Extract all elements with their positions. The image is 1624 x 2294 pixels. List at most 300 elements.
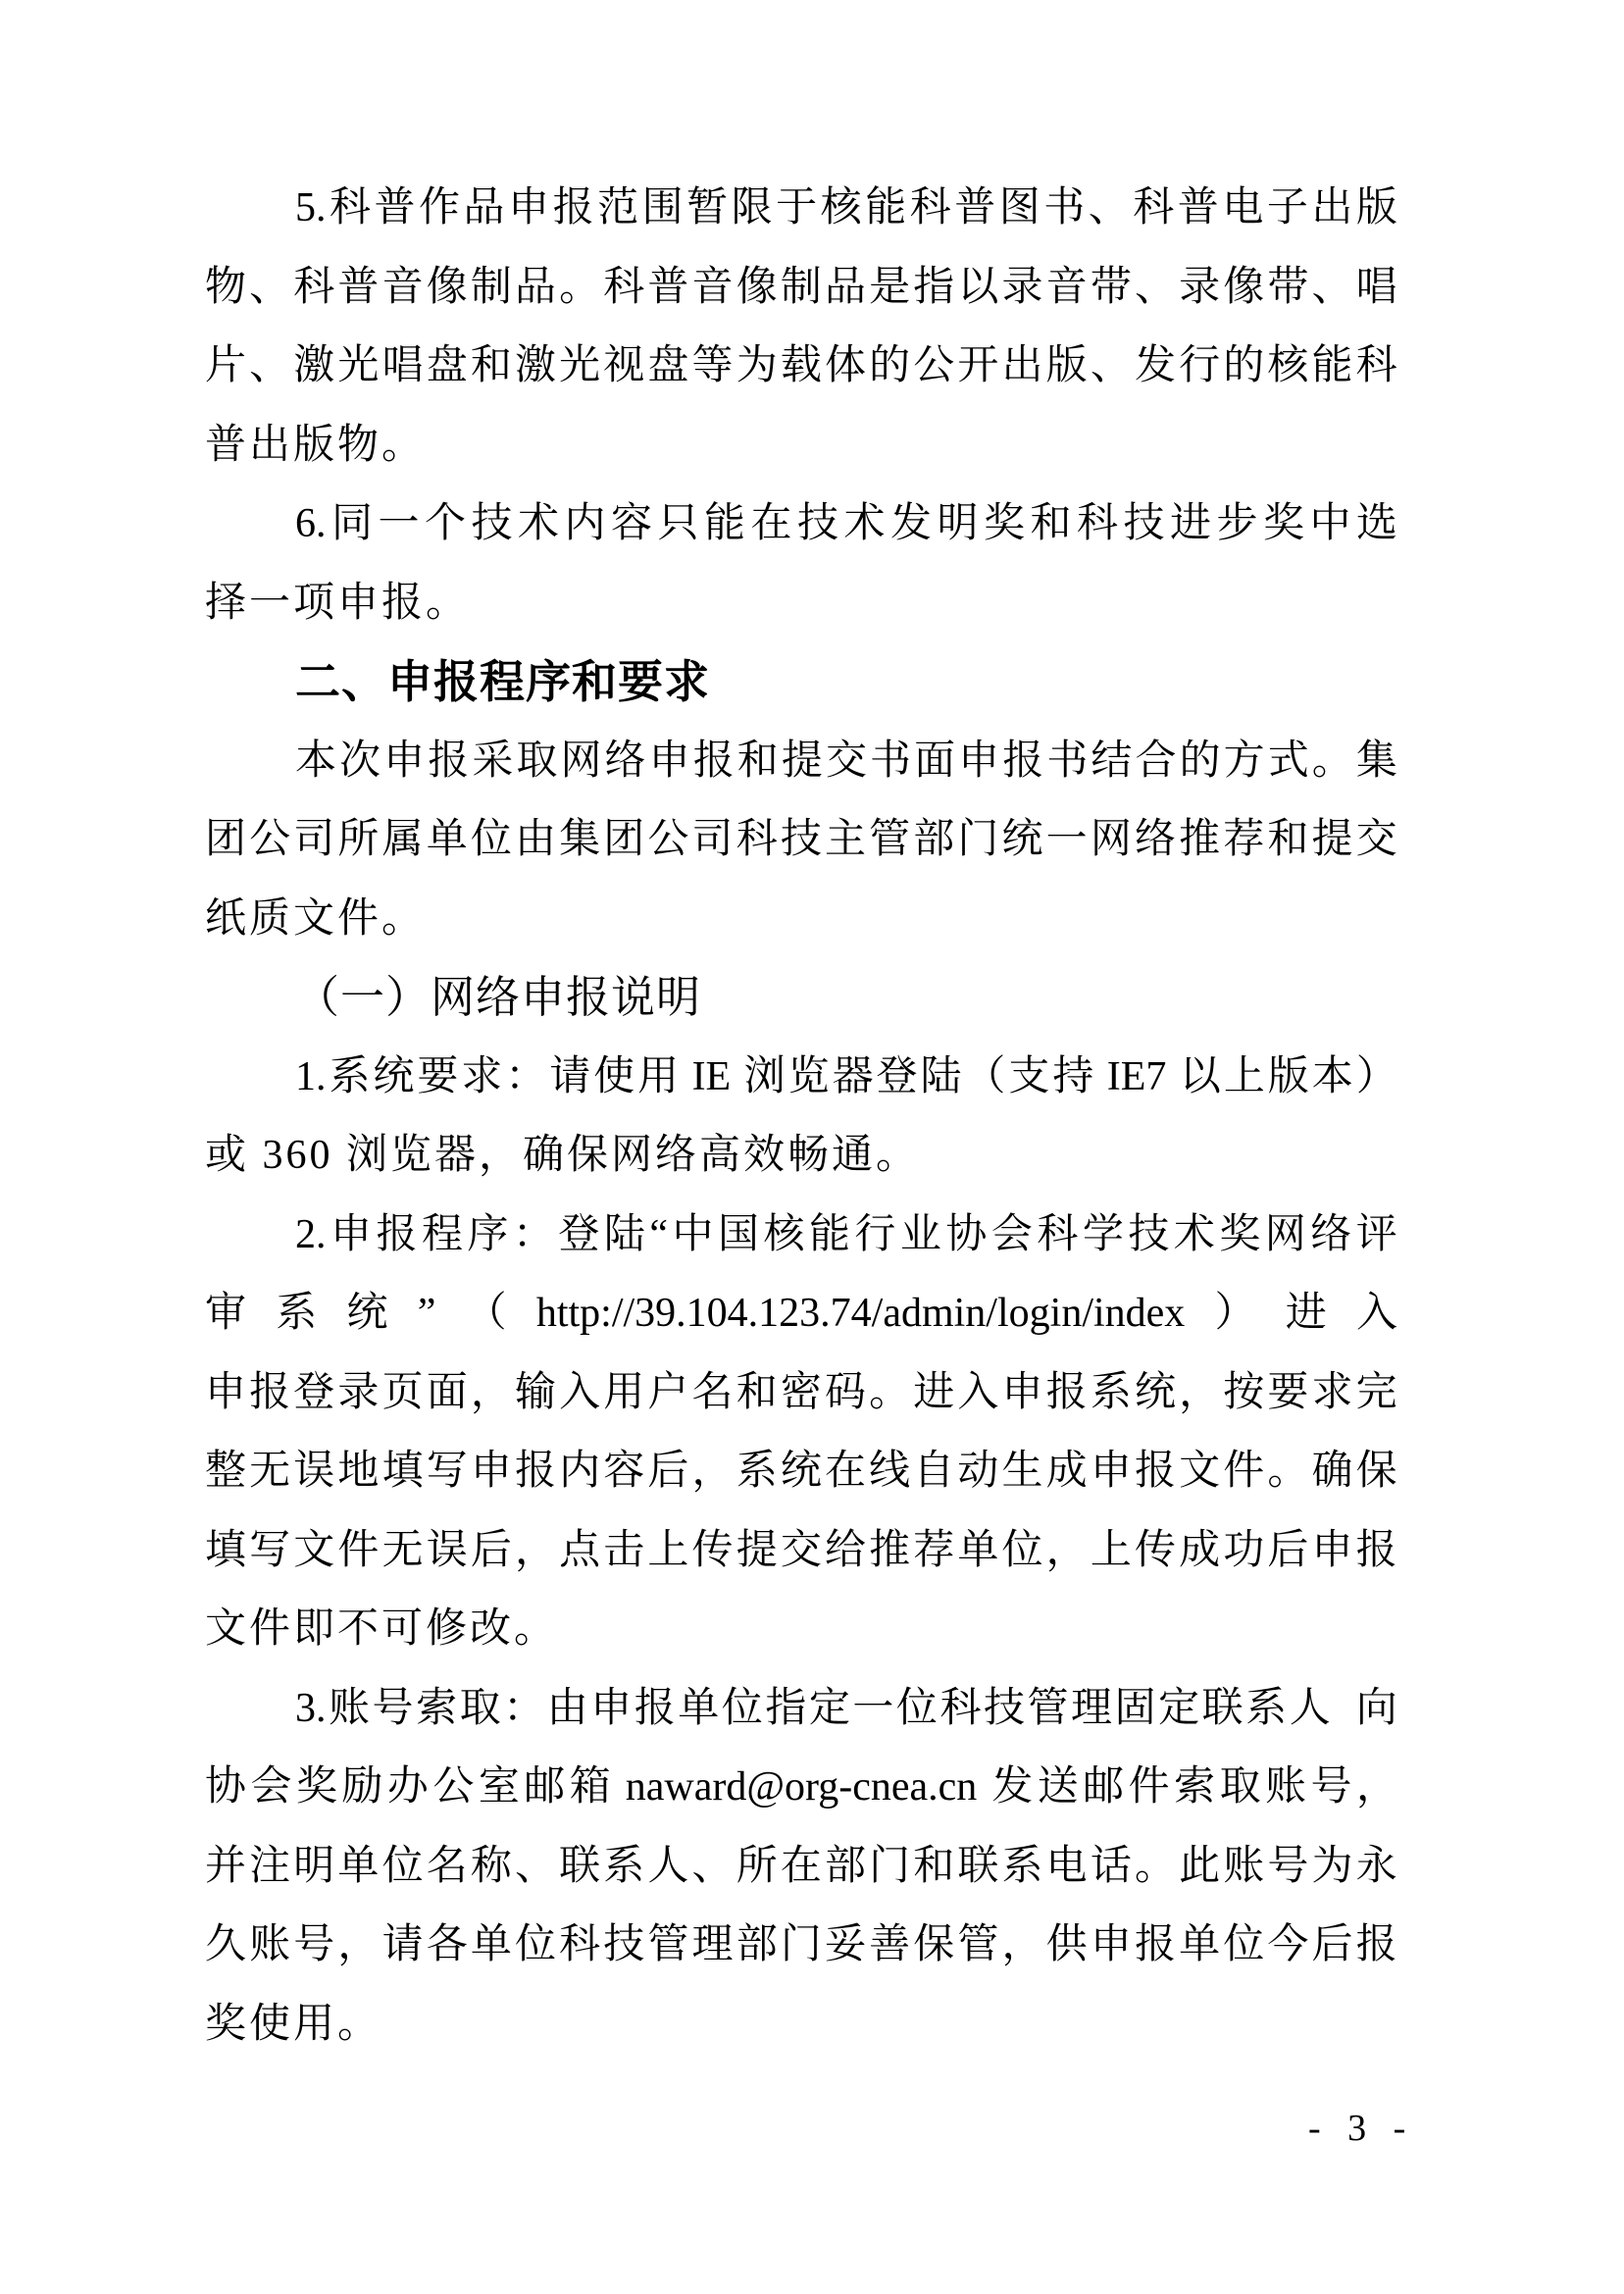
text-token: 发 [991,1764,1034,1810]
document-body [205,169,1397,2064]
text-token: 电 [1045,1843,1088,1889]
text-token: 能 [1311,343,1353,388]
text-token: ： [512,1211,554,1257]
text-line [205,327,1397,406]
text-token: 盘 [647,343,689,388]
text-token: 。 [1267,1449,1309,1494]
text-token: 报 [1045,1369,1088,1415]
text-token: 由 [514,817,556,862]
text-token: “ [649,1211,669,1257]
text-token: 核 [1267,343,1309,388]
text-token: 报 [1002,738,1044,784]
text-token: 协 [945,1211,988,1257]
text-token: 集 [559,817,601,862]
text-token: 件 [1128,1764,1170,1810]
text-token: 1. [295,1053,327,1099]
text-token: 载 [780,343,822,388]
text-token: 像 [736,264,778,310]
text-token: 普 [647,264,689,310]
text-token: 和 [913,1843,955,1889]
text-token: 注 [249,1843,291,1889]
text-token: 申 [590,1685,633,1731]
text-token: 。 [1311,738,1353,784]
text-line [205,1038,1397,1117]
text-token: 科 [909,185,951,230]
text-token: 程 [421,1211,463,1257]
text-token: 在 [780,1843,822,1889]
text-token: 持 [1052,1053,1094,1099]
text-token: 品 [824,264,866,310]
text-token: 录 [1001,264,1043,310]
text-token: 取 [516,738,558,784]
text-token: 申 [1001,1369,1043,1415]
text-token: 位 [1223,1922,1265,1967]
text-token: 报 [249,1369,291,1415]
text-token: ， [1045,1527,1088,1573]
text-token: 传 [691,1527,734,1573]
text-token: 支 [1008,1053,1050,1099]
text-token: 联 [559,1843,601,1889]
text-token: 术 [1173,1211,1215,1257]
text-token: 提 [781,738,823,784]
text-token: 为 [1311,1843,1353,1889]
text-token: 统 [1134,1369,1176,1415]
text-token: 位 [381,1843,424,1889]
page-number: - 3 - [1308,2108,1415,2149]
text-token: 步 [1216,501,1258,546]
text-token: 号 [1267,1843,1309,1889]
text-token: 户 [647,1369,689,1415]
text-token: 、 [249,343,291,388]
text-token: 报 [514,1449,556,1494]
text-token: 科 [603,264,645,310]
text-line [205,1906,1397,1985]
text-token: 部 [824,1843,866,1889]
text-token: 陆 [920,1053,962,1099]
text-token: 一 [378,501,420,546]
text-token: 统 [346,1291,388,1336]
text-token: 文 [1179,1449,1221,1494]
text-token: ： [505,1053,547,1099]
text-token: 。 [559,264,601,310]
text-token: 统 [1001,817,1043,862]
text-token: 账 [329,1685,371,1731]
text-token: 账 [1265,1764,1307,1810]
text-token: 行 [1179,343,1221,388]
text-token: 无 [249,1449,291,1494]
text-token: 报 [1355,1922,1397,1967]
text-token: 络 [1310,1211,1352,1257]
text-token: 图 [998,185,1040,230]
text-token: 号 [372,1685,414,1731]
text-line: 文件即不可修改。 [205,1606,559,1652]
text-token: 击 [603,1527,645,1573]
text-line [205,169,1397,248]
text-token: 固 [1114,1685,1156,1731]
text-token: 使 [593,1053,635,1099]
text-token: 选 [1355,501,1397,546]
text-token: 指 [765,1685,807,1731]
text-token: 像 [1223,264,1265,310]
text-token: 核 [763,1211,805,1257]
text-token: http://39.104.123.74/admin/login/index [535,1291,1186,1336]
text-token: 方 [1223,738,1265,784]
text-token: 门 [780,1922,822,1967]
text-token: 后 [1267,1527,1309,1573]
text-token: 密 [780,1369,822,1415]
text-token: ， [337,1922,380,1967]
text-token: 、 [1311,264,1353,310]
text-token: ， [1001,1922,1043,1967]
text-token: 团 [603,817,645,862]
text-token: 核 [820,185,862,230]
text-token: 书 [870,738,912,784]
text-token: 部 [913,817,955,862]
text-token: 科 [330,185,372,230]
text-token: 联 [1201,1685,1243,1731]
text-line: 普出版物。 [205,422,427,468]
text-token: 、 [1090,343,1132,388]
text-token: 申 [1311,1527,1353,1573]
text-token: 永 [1355,1843,1397,1889]
text-token: 请 [549,1053,591,1099]
text-token: 结 [1091,738,1133,784]
text-token: 填 [205,1527,247,1573]
text-token: 给 [824,1527,866,1573]
text-token: 位 [1001,1527,1043,1573]
text-token: 话 [1090,1843,1132,1889]
text-token: 子 [1266,185,1308,230]
text-token: 门 [869,1843,911,1889]
text-token: 用 [637,1053,680,1099]
text-token: 报 [1134,1449,1176,1494]
text-token: 点 [559,1527,601,1573]
text-token: 、 [1134,264,1176,310]
text-token: 交 [825,738,867,784]
text-token: 光 [337,343,380,388]
text-token: 录 [1179,264,1221,310]
text-token: 完 [1355,1369,1397,1415]
text-token: 网 [1090,817,1132,862]
text-token: 并 [205,1843,247,1889]
text-token: 误 [293,1449,335,1494]
text-token: 申 [958,738,1000,784]
text-token: 求 [461,1053,503,1099]
text-token: 成 [1179,1527,1221,1573]
text-token: 激 [293,343,335,388]
text-token: 申 [1090,1449,1132,1494]
text-token: 申 [470,1449,512,1494]
text-token: 报 [1134,1922,1176,1967]
text-token: 本 [1311,1053,1353,1099]
text-token: 位 [514,1922,556,1967]
text-token: naward@org-cnea.cn [615,1764,988,1810]
text-token: 报 [428,738,470,784]
text-line [205,1274,1397,1353]
text-token: 奖 [1262,501,1304,546]
text-token: 科 [939,1685,982,1731]
text-token: 系 [1001,1843,1043,1889]
text-token: 5. [295,185,327,230]
text-token: 开 [957,343,999,388]
text-token: 会 [990,1211,1033,1257]
text-token: 善 [869,1922,911,1967]
text-token: 管 [1027,1685,1069,1731]
text-token: 音 [691,264,734,310]
text-token: 片 [205,343,247,388]
text-token: 团 [205,817,247,862]
text-token: 交 [780,1527,822,1573]
text-token: 推 [869,1527,911,1573]
text-token: 申 [205,1369,247,1415]
text-token: 名 [426,1843,468,1889]
text-token: 写 [426,1449,468,1494]
text-token: 号 [1310,1764,1352,1810]
text-token: 采 [472,738,514,784]
text-token: 定 [808,1685,850,1731]
text-token: 传 [1134,1527,1176,1573]
text-token: 邮 [1083,1764,1125,1810]
text-token: 版 [1045,343,1088,388]
text-token: 技 [1128,1211,1170,1257]
text-token: ， [1179,1369,1221,1415]
text-token: 带 [1267,264,1309,310]
text-token: 唱 [381,343,424,388]
text-token: 发 [1134,343,1176,388]
text-token: 在 [750,501,792,546]
text-token: 无 [381,1527,424,1573]
text-token: 所 [736,1843,778,1889]
text-token: 浏 [743,1053,786,1099]
text-token: 面 [914,738,956,784]
section-heading: 二、申报程序和要求 [295,656,710,707]
text-token: 妥 [824,1922,866,1967]
text-token: 普 [374,185,416,230]
text-token: ： [503,1685,545,1731]
text-token: 奖 [295,1764,337,1810]
text-token: 申 [508,185,550,230]
text-token: 系 [1245,1685,1288,1731]
text-token: 人 [1289,1685,1331,1731]
text-token: 公 [249,817,291,862]
text-token: 取 [459,1685,501,1731]
text-token: 系 [329,1053,371,1099]
text-token: 作 [419,185,461,230]
text-line [205,1748,1397,1827]
text-token: 版 [1355,185,1397,230]
text-token: 司 [293,817,335,862]
text-token: 司 [691,817,734,862]
text-token: 技 [1123,501,1165,546]
text-token: 进 [1285,1291,1327,1336]
text-token: 后 [1311,1922,1353,1967]
text-token: 技 [603,1922,645,1967]
text-token: 唱 [1355,264,1397,310]
text-token: 一 [852,1685,894,1731]
text-token: 个 [424,501,466,546]
text-token: 容 [603,1449,645,1494]
text-token: 单 [957,1527,999,1573]
text-line [205,1196,1397,1275]
text-token: 面 [426,1369,468,1415]
text-token: 统 [373,1053,415,1099]
text-token: 室 [478,1764,520,1810]
text-token: 。 [1134,1843,1176,1889]
text-token: 带 [1090,264,1132,310]
text-token: 地 [337,1449,380,1494]
text-token: 技 [471,501,513,546]
text-token: 进 [1169,501,1211,546]
text-token: 填 [381,1449,424,1494]
text-token: 上 [1090,1527,1132,1573]
text-token: 推 [1179,817,1221,862]
text-token: 物 [205,264,247,310]
text-token: IE7 [1096,1053,1177,1099]
text-token: 请 [381,1922,424,1967]
text-token: 线 [869,1449,911,1494]
text-token: 管 [869,817,911,862]
text-token: 网 [1264,1211,1306,1257]
text-token: 位 [721,1685,763,1731]
text-token: 荐 [913,1527,955,1573]
text-token: ） [1214,1291,1256,1336]
text-token: 中 [1309,501,1351,546]
text-token: 公 [913,343,955,388]
text-token: 输 [514,1369,556,1415]
text-token: 和 [1030,501,1072,546]
text-token: 进 [913,1369,955,1415]
text-token: 系 [276,1291,318,1336]
text-token: 于 [776,185,818,230]
text-token: 评 [1355,1211,1397,1257]
text-token: 普 [337,264,380,310]
text-line: 或 360 浏览器，确保网络高效畅通。 [205,1133,921,1178]
text-token: 荐 [1223,817,1265,862]
text-token: 主 [824,817,866,862]
text-token: 生 [1001,1449,1043,1494]
text-token: 体 [824,343,866,388]
text-token: 登 [876,1053,918,1099]
text-token: 人 [647,1843,689,1889]
text-token: 是 [869,264,911,310]
text-token: 发 [889,501,932,546]
text-token: 电 [1222,185,1264,230]
text-token: ， [514,1527,556,1573]
text-token: 页 [381,1369,424,1415]
text-token: 会 [250,1764,292,1810]
text-token: 自 [913,1449,955,1494]
text-line: 择一项申报。 [205,580,471,626]
text-token: 上 [1223,1053,1265,1099]
text-token: 单 [337,1843,380,1889]
text-token: 明 [293,1843,335,1889]
text-token: 2. [295,1211,327,1257]
text-token: 的 [1223,343,1265,388]
text-token: 以 [957,264,999,310]
text-token: 录 [337,1369,380,1415]
text-token: 后 [647,1449,689,1494]
text-token: 保 [913,1922,955,1967]
text-token: （ [964,1053,1006,1099]
text-token: 系 [736,1449,778,1494]
text-token: 公 [432,1764,475,1810]
text-token: 单 [470,1922,512,1967]
text-token: 视 [603,343,645,388]
text-token: 和 [1267,817,1309,862]
text-token: 取 [1219,1764,1261,1810]
text-token: 单 [426,817,468,862]
text-token: 交 [1355,817,1397,862]
text-token: 普 [954,185,996,230]
text-token: 动 [957,1449,999,1494]
text-line [205,484,1397,564]
text-token: 索 [416,1685,458,1731]
text-token: 管 [957,1922,999,1967]
text-token: 报 [552,185,594,230]
text-token: 容 [610,501,652,546]
text-token: 定 [1158,1685,1200,1731]
text-token: 限 [731,185,773,230]
text-token: 申 [330,1211,372,1257]
text-token: 内 [564,501,606,546]
text-token: 式 [1267,738,1309,784]
text-line [205,1511,1397,1591]
text-token: 申 [1090,1922,1132,1967]
text-token: 制 [470,264,512,310]
text-token: 理 [1071,1685,1113,1731]
text-line [205,800,1397,880]
text-line: 纸质文件。 [205,895,427,942]
text-token: 能 [703,501,745,546]
text-token: 指 [913,264,955,310]
text-token: 报 [692,738,735,784]
text-token: 围 [641,185,684,230]
text-token: 位 [895,1685,938,1731]
text-token: 公 [647,817,689,862]
text-token: 求 [1311,1369,1353,1415]
text-token: 管 [647,1922,689,1967]
text-line [205,1353,1397,1433]
text-token: 登 [558,1211,600,1257]
text-token: 能 [865,185,907,230]
text-token: 统 [780,1449,822,1494]
text-token: 用 [603,1369,645,1415]
text-token: 音 [1045,264,1088,310]
text-token: 普 [1177,185,1219,230]
text-token: 暂 [686,185,729,230]
text-token: 网 [560,738,602,784]
text-token: 按 [1223,1369,1265,1415]
text-token: 像 [426,264,468,310]
text-token: 科 [1133,185,1175,230]
text-token: 。 [869,1369,911,1415]
text-token: 出 [1001,343,1043,388]
text-token: 序 [467,1211,509,1257]
text-token: 报 [1355,1527,1397,1573]
text-token: 协 [205,1764,247,1810]
text-token: 文 [293,1527,335,1573]
text-token: 范 [597,185,639,230]
text-token: 今 [1267,1922,1309,1967]
text-token: 误 [426,1527,468,1573]
text-token: 提 [736,1527,778,1573]
text-token: 科 [293,264,335,310]
text-token: 功 [1223,1527,1265,1573]
text-token: 和 [736,738,779,784]
text-token: 、 [691,1843,734,1889]
text-token: 行 [854,1211,896,1257]
text-token: 系 [1090,1369,1132,1415]
